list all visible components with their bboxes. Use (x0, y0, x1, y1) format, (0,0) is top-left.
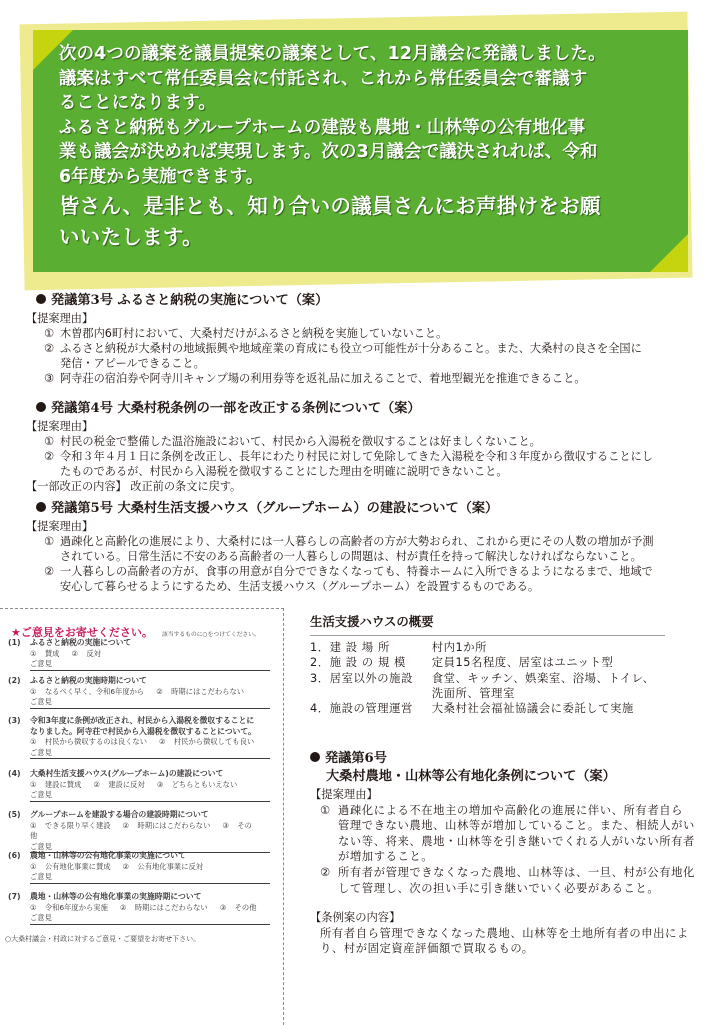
question-options (8, 862, 270, 873)
option[interactable]: ① 建設に賛成 (30, 779, 82, 789)
proposal-6 (310, 750, 695, 957)
option[interactable]: ② 建設に反対 (93, 779, 145, 789)
comment-field[interactable]: ご意見 (30, 748, 270, 760)
option[interactable]: ② 時期にはこだわらない (156, 686, 245, 696)
reason-item: ① 木曽郡内6町村において、大桑村だけがふるさと納税を実施していないこと。 (44, 327, 448, 340)
amendment-row (26, 479, 696, 494)
bullet-icon (36, 502, 46, 512)
form-heading: ★ご意見をお寄せください。 (11, 626, 153, 639)
option[interactable]: ② 時期にはこだわらない (122, 820, 211, 830)
option[interactable]: ① 村民から徴収するのは良くない (30, 737, 148, 747)
content-text: 所有者自ら管理できなくなった農地、山林等を土地所有者の申出によ り、村が固定資産評価額で買取るもの。 (320, 926, 689, 956)
question-title: ふるさと納税の実施について (30, 638, 132, 647)
form-question-3: (3) 令和3年度に条例が改正され、村民から入湯税を徴収することに なりました。阿寺荘で村民から入湯税を徴収することについて。 ① 村民から徴収するのは良くない ② 村民から徴収しても良い ご意見 (8, 716, 270, 759)
banner-appeal: 皆さん、是非とも、知り合いの議員さんにお声掛けをお願 (59, 193, 601, 218)
banner-line: 議案はすべて常任委員会に付託され、これから常任委員会で審議す (59, 68, 588, 89)
question-title: グループホームを建設する場合の建設時期について (30, 810, 209, 819)
question-options (8, 780, 270, 791)
form-question-7: (7) 農地・山林等の公有地化事業の実施時期について ① 令和6年度から実施 ② 時期にはこだわらない ③ その他 ご意見 (8, 892, 270, 925)
banner-appeal: いいたします。 (59, 224, 203, 249)
proposal-title: 発議第4号 大桑村税条例の一部を改正する条例について（案） (36, 400, 696, 418)
bullet-icon (36, 294, 46, 304)
overview-row: 4． 施設の管理運営 大桑村社会福祉協議会に委託して実施 (310, 702, 634, 716)
reason-item: ③ 阿寺荘の宿泊券や阿寺川キャンプ場の利用券等を返礼品に加えることで、着地型観光を推進できること。 (44, 372, 586, 385)
banner-text (59, 42, 674, 252)
overview-row: 3． 居室以外の施設 食堂、キッチン、娯楽室、浴場、トイレ、 洗面所、管理室 (310, 671, 655, 700)
bullet-icon (310, 752, 320, 762)
option[interactable]: ③ その他 (30, 820, 252, 841)
reason-label: 【提案理由】 (310, 788, 378, 801)
question-options (8, 649, 270, 660)
banner-line: ふるさと納税もグループホームの建設も農地・山林等の公有地化事 (59, 117, 586, 138)
reason-item: ② ふるさと納税が大桑村の地域振興や地域産業の育成にも役立つ可能性が十分あること。また、大桑村の良さを全国に 発信・アピールできること。 (44, 342, 642, 370)
reason-item: ② 令和３年４月１日に条例を改正し、長年にわたり村民に対して免除してきた入湯税を令和３年度から徴収することにし たものであるが、村民から入湯税を徴収することにした理由を明確に説明できないこと。 (44, 450, 653, 478)
reason-item: ② 一人暮らしの高齢者の方が、食事の用意が自分でできなくなっても、特養ホームに入所できるようになるまで、地域で 安心して暮らせるようにするため、生活支援ハウス（グループホーム）を設置するものである。 (44, 565, 653, 593)
option[interactable]: ② 村民から徴収しても良い (159, 737, 255, 747)
proposal-title: 発議第3号 ふるさと納税の実施について（案） (36, 292, 696, 310)
comment-field[interactable]: ご意見 (30, 697, 270, 709)
form-question-2: (2) ふるさと納税の実施時期について ① なるべく早く、令和6年度から ② 時期にはこだわらない ご意見 (8, 676, 270, 709)
proposal-title: 発議第5号 大桑村生活支援ハウス（グループホーム）の建設について（案） (36, 500, 696, 518)
bullet-icon (36, 402, 46, 412)
banner-line: 次の4つの議案を議員提案の議案として、12月議会に発議しました。 (59, 44, 606, 64)
banner-line: ることになります。 (59, 93, 216, 114)
banner-line: 業も議会が決めれば実現します。次の3月議会で議決されれば、令和 (59, 142, 598, 163)
question-title: ふるさと納税の実施時期について (30, 676, 147, 685)
form-instruction: 該当するものに○をつけてください。 (161, 632, 260, 638)
overview-title: 生活支援ハウスの概要 (310, 612, 665, 636)
comment-field[interactable]: ご意見 (30, 790, 270, 802)
comment-field[interactable]: ご意見 (30, 659, 270, 671)
proposal-3 (26, 292, 696, 386)
question-options (8, 903, 270, 914)
overview-row: 1． 建 設 場 所 村内1か所 (310, 641, 488, 654)
reason-item: ① 村民の税金で整備した温浴施設において、村民から入湯税を徴収することは好ましくないこと。 (44, 435, 541, 448)
option[interactable]: ① できる限り早く建設 (30, 820, 111, 830)
question-title: 農地・山林等の公有地化事業の実施について (30, 851, 186, 860)
option[interactable]: ① 公有地化事業に賛成 (30, 861, 111, 871)
reason-label: 【提案理由】 (26, 420, 94, 433)
reason-item: ② 所有者が管理できなくなった農地、山林等は、一旦、村が公有地化 して管理し、次の担い手に引き継いでいく必要があること。 (320, 865, 695, 895)
reason-label: 【提案理由】 (26, 520, 94, 533)
proposal-title: 発議第6号 大桑村農地・山林等公有地化条例について（案） (310, 750, 695, 786)
question-options (8, 737, 270, 748)
content-label: 【条例案の内容】 (310, 911, 401, 925)
option[interactable]: ② 反対 (71, 648, 101, 658)
option[interactable]: ③ その他 (219, 902, 257, 912)
option[interactable]: ① 賛成 (30, 648, 60, 658)
question-title: 大桑村生活支援ハウス(グループホーム)の建設について (30, 769, 224, 778)
option[interactable]: ① 令和6年度から実施 (30, 902, 108, 912)
reason-item: ① 過疎化と高齢化の進展により、大桑村には一人暮らしの高齢者の方が大勢おられ、これから更にその人数の増加が予測 されている。日常生活に不安のある高齢者の一人暮らしの問題は、村が責任を持って解決しなければならないこと。 (44, 535, 654, 563)
announcement-banner (33, 30, 688, 272)
form-question-6: (6) 農地・山林等の公有地化事業の実施について ① 公有地化事業に賛成 ② 公有地化事業に反対 ご意見 (8, 851, 270, 884)
form-question-4: (4) 大桑村生活支援ハウス(グループホーム)の建設について ① 建設に賛成 ② 建設に反対 ③ どちらともいえない ご意見 (8, 769, 270, 802)
reason-label: 【提案理由】 (26, 312, 94, 325)
group-home-overview (310, 612, 665, 716)
comment-field[interactable]: ご意見 (30, 913, 270, 925)
comment-field[interactable]: ご意見 (30, 842, 270, 854)
proposal-4 (26, 400, 696, 494)
option[interactable]: ② 時期にはこだわらない (119, 902, 208, 912)
option[interactable]: ② 公有地化事業に反対 (122, 861, 204, 871)
reason-item: ① 過疎化による不在地主の増加や高齢化の進展に伴い、所有者自ら 管理できない農地、山林等が増加していること。また、相続人がい ない等、将来、農地・山林等を引き継いでくれる人がいない所有者 が増加すること。 (320, 803, 695, 864)
form-footer: ○大桑村議会・村政に対するご意見・ご要望をお寄せ下さい。 (5, 935, 201, 943)
overview-list (310, 640, 665, 716)
amendment-label: 【一部改正の内容】 (26, 480, 127, 493)
form-question-5: (5) グループホームを建設する場合の建設時期について ① できる限り早く建設 ② 時期にはこだわらない ③ その他 ご意見 (8, 810, 270, 853)
form-question-1: (1) ふるさと納税の実施について ① 賛成 ② 反対 ご意見 (8, 638, 270, 671)
question-title: 令和3年度に条例が改正され、村民から入湯税を徴収することに なりました。阿寺荘で村民から入湯税を徴収することについて。 (30, 716, 256, 736)
question-options (8, 687, 270, 698)
option[interactable]: ① なるべく早く、令和6年度から (30, 686, 145, 696)
question-options (8, 821, 270, 842)
comment-field[interactable]: ご意見 (30, 872, 270, 884)
amendment-text: 改正前の条文に戻す。 (130, 480, 242, 493)
question-title: 農地・山林等の公有地化事業の実施時期について (30, 892, 202, 901)
option[interactable]: ③ どちらともいえない (156, 779, 238, 789)
banner-line: 6年度から実施できます。 (59, 166, 264, 187)
proposal-5 (26, 500, 696, 594)
overview-row: 2． 施 設 の 規 模 定員15名程度、居室はユニット型 (310, 656, 614, 670)
